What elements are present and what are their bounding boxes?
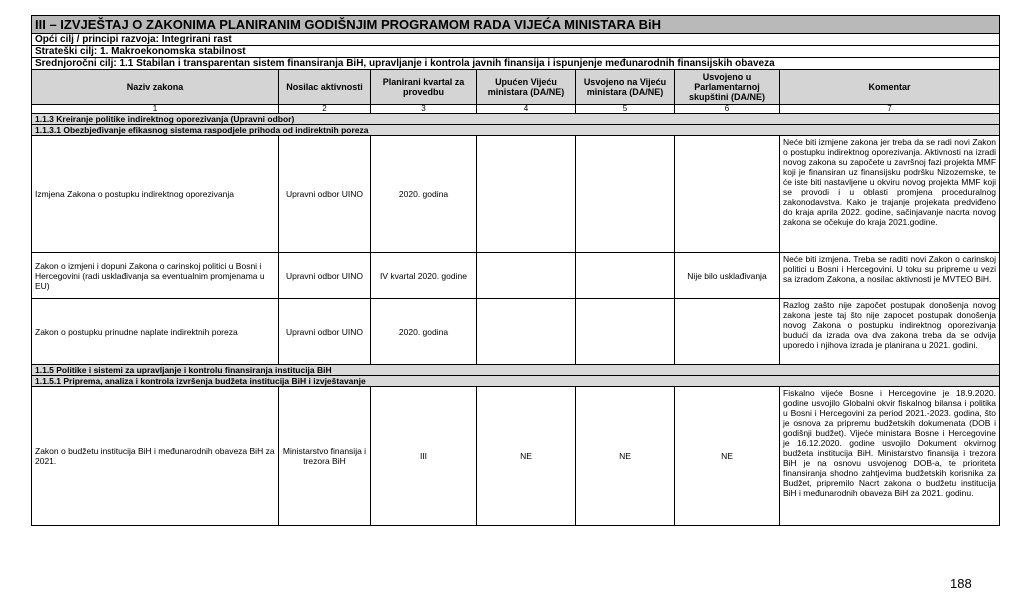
cell-komentar: Razlog zašto nije započet postupak donošenja novog zakona jeste taj što nije zapocet postupak donošenja novog Zakona o postupku indirektnog oporezivanja budući da izrada ova dva zakona treba da se odvija uporedo i njihova izrada je planirana u 2021. godini. bbox=[780, 299, 1000, 365]
opci-cilj: Opći cilj / principi razvoja: Integrirani rast bbox=[32, 34, 1000, 46]
header-upucen: Upućen Vijeću ministara (DA/NE) bbox=[477, 70, 576, 105]
cell-nosilac: Upravni odbor UINO bbox=[279, 299, 371, 365]
cell-komentar: Neće biti izmjena. Treba se raditi novi Zakon o carinskoj politici u Bosni i Hercegovini. U toku su pripreme u vezi sa izradom Zakona, a nosilac aktivnosti je MVTEO BiH. bbox=[780, 253, 1000, 299]
cell-usvojeno-pskup bbox=[675, 136, 780, 253]
cell-planirani: III bbox=[371, 387, 477, 526]
report-table bbox=[31, 15, 1000, 526]
cell-upucen: NE bbox=[477, 387, 576, 526]
subsection-heading: 1.1.5.1 Priprema, analiza i kontrola izvršenja budžeta institucija BiH i izvještavanje bbox=[32, 376, 1000, 387]
cell-planirani: IV kvartal 2020. godine bbox=[371, 253, 477, 299]
page-number: 188 bbox=[950, 576, 972, 591]
col-number: 3 bbox=[371, 105, 477, 114]
header-nosilac: Nosilac aktivnosti bbox=[279, 70, 371, 105]
cell-usvojeno-vm bbox=[576, 136, 675, 253]
cell-usvojeno-vm: NE bbox=[576, 387, 675, 526]
cell-upucen bbox=[477, 253, 576, 299]
col-number: 6 bbox=[675, 105, 780, 114]
col-number: 2 bbox=[279, 105, 371, 114]
cell-nosilac: Upravni odbor UINO bbox=[279, 253, 371, 299]
table-row bbox=[32, 387, 1000, 526]
cell-komentar: Neće biti izmjene zakona jer treba da se radi novi Zakon o postupku indirektnog oporezivanja. Aktivnosti na izradi novog zakona su započete u završnoj fazi projekta MMF koji je finansiran uz finansijsku podršku Nizozemske, te će iste biti nastavljene u okviru novog projekta MMF koji se provodi i u oblasti promjena proceduralnog zakonodavstva. Kako je trajanje projekata predviđeno do kraja aprila 2022. godine, sačinjavanje nacrta novog zakona se očekuje do kraja 2021.godine. bbox=[780, 136, 1000, 253]
col-number: 1 bbox=[32, 105, 279, 114]
header-planirani: Planirani kvartal za provedbu bbox=[371, 70, 477, 105]
strateski-cilj: Strateški cilj: 1. Makroekonomska stabilnost bbox=[32, 46, 1000, 58]
cell-nosilac: Upravni odbor UINO bbox=[279, 136, 371, 253]
cell-naziv: Zakon o postupku prinudne naplate indirektnih poreza bbox=[32, 299, 279, 365]
report-title: III – IZVJEŠTAJ O ZAKONIMA PLANIRANIM GODIŠNJIM PROGRAMOM RADA VIJEĆA MINISTARA BiH bbox=[32, 16, 1000, 34]
header-usvojeno-vm: Usvojeno na Vijeću ministara (DA/NE) bbox=[576, 70, 675, 105]
col-number: 5 bbox=[576, 105, 675, 114]
cell-nosilac: Ministarstvo finansija i trezora BiH bbox=[279, 387, 371, 526]
table-row bbox=[32, 299, 1000, 365]
section-heading: 1.1.3 Kreiranje politike indirektnog oporezivanja (Upravni odbor) bbox=[32, 114, 1000, 125]
header-komentar: Komentar bbox=[780, 70, 1000, 105]
cell-usvojeno-vm bbox=[576, 299, 675, 365]
col-number: 7 bbox=[780, 105, 1000, 114]
cell-planirani: 2020. godina bbox=[371, 299, 477, 365]
cell-naziv: Zakon o izmjeni i dopuni Zakona o carinskoj politici u Bosni i Hercegovini (radi usklađivanja sa eventualnim promjenama u EU) bbox=[32, 253, 279, 299]
cell-planirani: 2020. godina bbox=[371, 136, 477, 253]
document bbox=[31, 15, 999, 526]
header-row bbox=[32, 70, 1000, 105]
header-usvojeno-pskup: Usvojeno u Parlamentarnoj skupštini (DA/NE) bbox=[675, 70, 780, 105]
srednjorocni-cilj: Srednjoročni cilj: 1.1 Stabilan i transparentan sistem finansiranja BiH, upravljanje i kontrola javnih finansija i ispunjenje međunarodnih finansijskih obaveza bbox=[32, 58, 1000, 70]
cell-usvojeno-vm bbox=[576, 253, 675, 299]
column-number-row bbox=[32, 105, 1000, 114]
cell-usvojeno-pskup: Nije bilo usklađivanja bbox=[675, 253, 780, 299]
cell-komentar: Fiskalno vijeće Bosne i Hercegovine je 18.9.2020. godine usvojilo Globalni okvir fiskalnog bilansa i politika u Bosni i Hercegovini za period 2021.-2023. godina, što je osnova za pripremu budžetskih dokumenata (DOB i godišnji budžet). Vijeće ministara Bosne i Hercegovine je 16.12.2020. godine usvojilo Dokument okvirnog budžeta institucija BiH. Ministarstvo finansija i trezora BiH je na osnovu usvojenog DOB-a, te prioriteta finansiranja shodno zahtjevima budžetskih korisnika za Budžet, pripremilo Nacrt zakona o budžetu institucija BiH i međunarodnih obaveza BiH za 2021. godinu. bbox=[780, 387, 1000, 526]
section-heading: 1.1.5 Politike i sistemi za upravljanje i kontrolu finansiranja institucija BiH bbox=[32, 365, 1000, 376]
cell-naziv: Izmjena Zakona o postupku indirektnog oporezivanja bbox=[32, 136, 279, 253]
cell-usvojeno-pskup bbox=[675, 299, 780, 365]
cell-naziv: Zakon o budžetu institucija BiH i međunarodnih obaveza BiH za 2021. bbox=[32, 387, 279, 526]
cell-upucen bbox=[477, 299, 576, 365]
table-row bbox=[32, 253, 1000, 299]
table-row bbox=[32, 136, 1000, 253]
cell-upucen bbox=[477, 136, 576, 253]
cell-usvojeno-pskup: NE bbox=[675, 387, 780, 526]
col-number: 4 bbox=[477, 105, 576, 114]
subsection-heading: 1.1.3.1 Obezbjeđivanje efikasnog sistema raspodjele prihoda od indirektnih poreza bbox=[32, 125, 1000, 136]
header-naziv: Naziv zakona bbox=[32, 70, 279, 105]
